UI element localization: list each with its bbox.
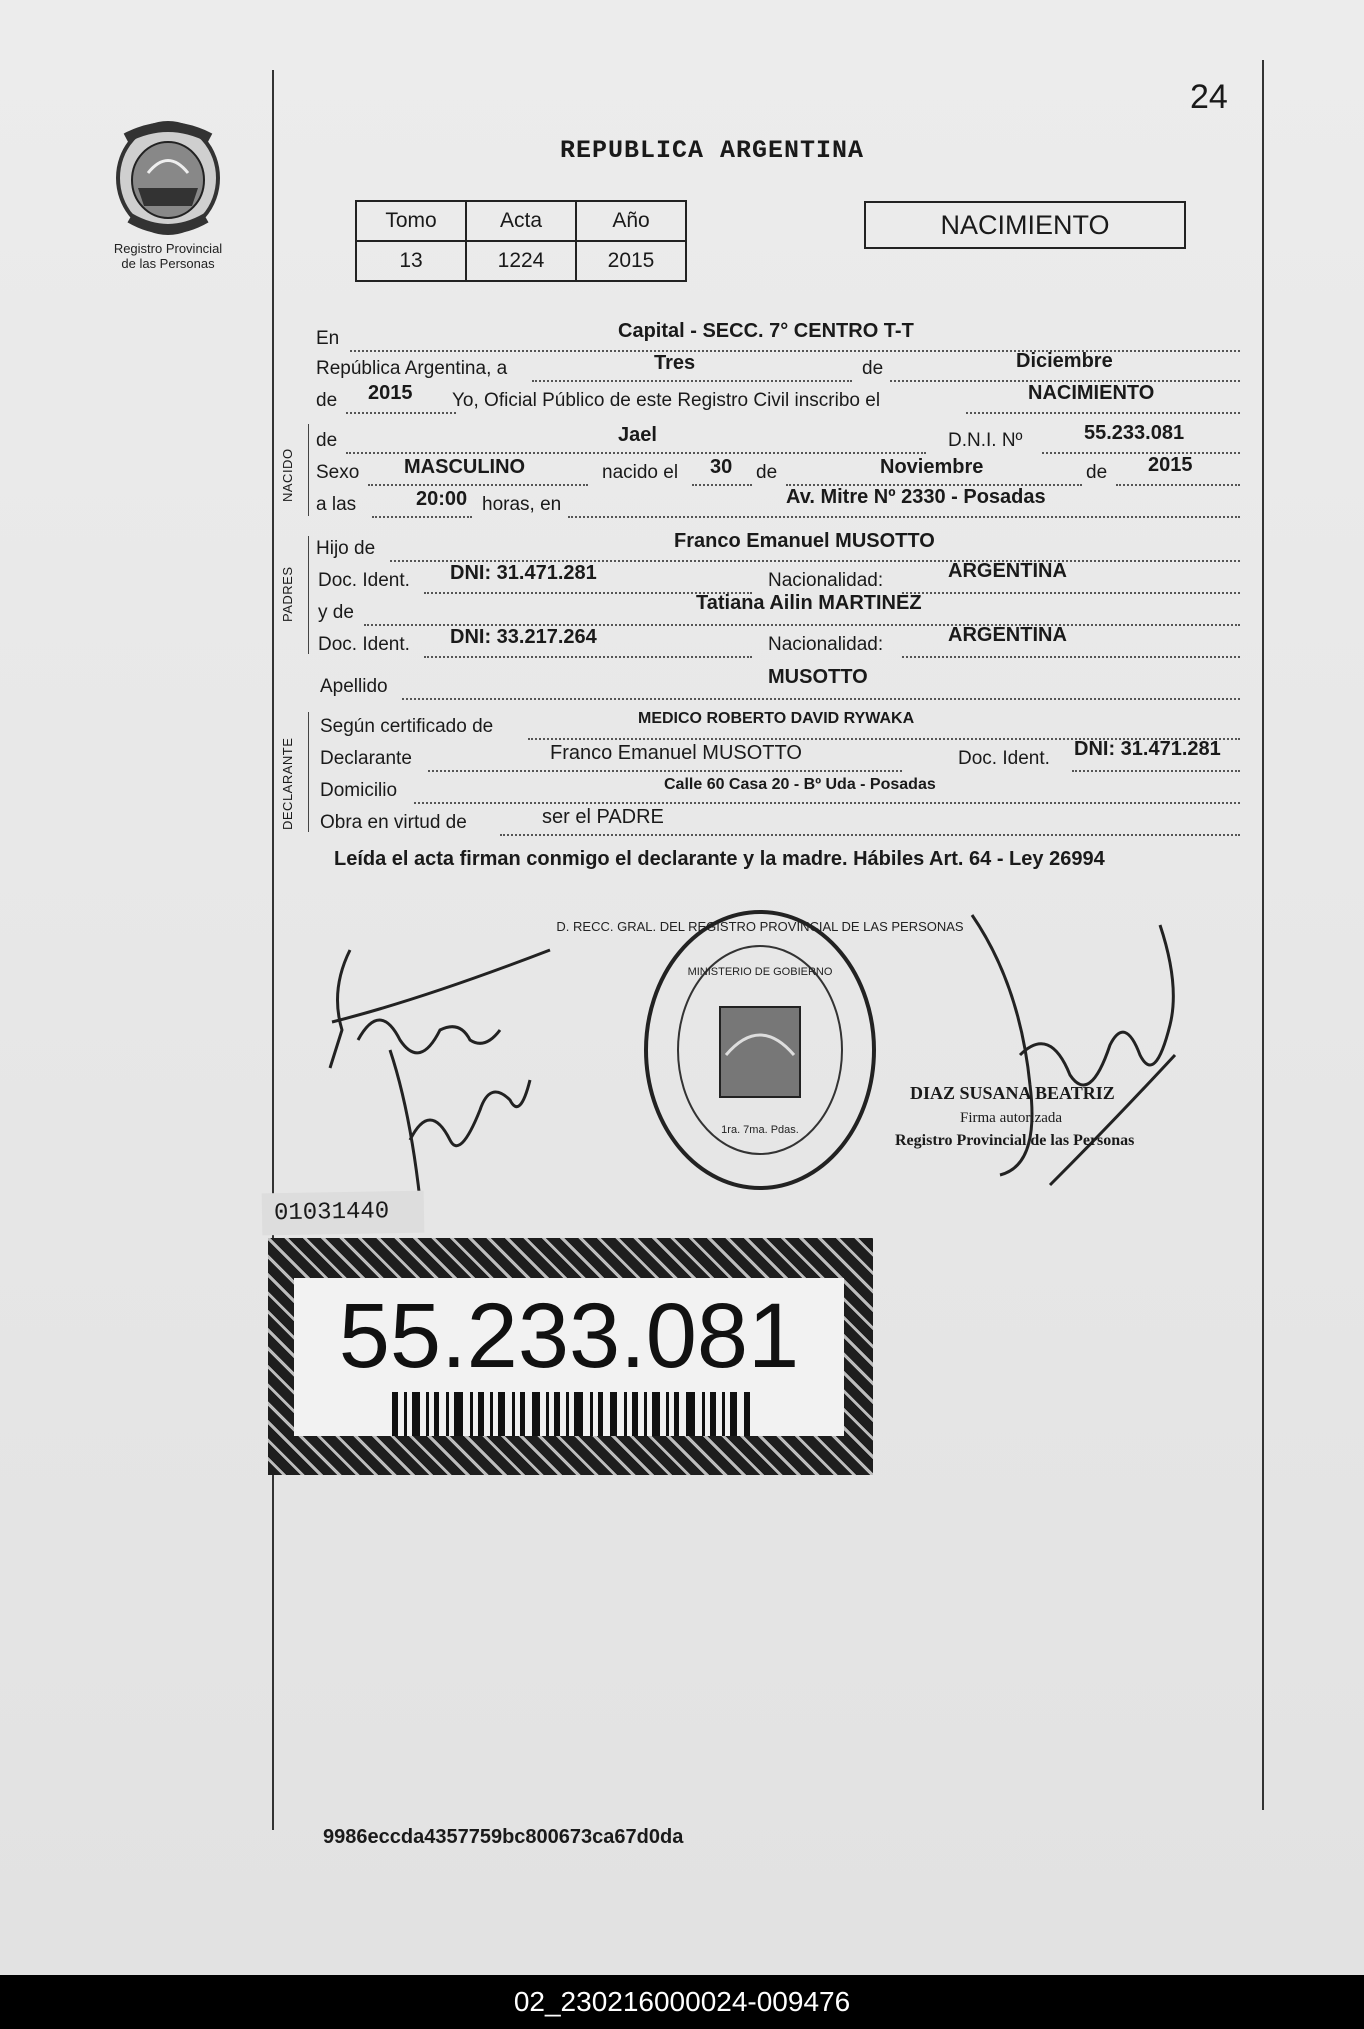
logo-caption-line1: Registro Provincial <box>113 241 223 256</box>
section-label-declarante: DECLARANTE <box>280 737 295 830</box>
label-de-1: de <box>862 358 884 379</box>
registry-logo <box>98 118 238 271</box>
document-hash: 9986eccda4357759bc800673ca67d0da <box>323 1826 684 1848</box>
label-nacionalidad-madre: Nacionalidad: <box>768 634 884 655</box>
label-domicilio: Domicilio <box>320 780 398 801</box>
label-dni: D.N.I. Nº <box>948 430 1023 451</box>
value-lugar: Capital - SECC. 7° CENTRO T-T <box>618 320 914 342</box>
label-republica: República Argentina, a <box>316 358 508 379</box>
section-label-padres: PADRES <box>280 566 295 622</box>
declarante-divider <box>308 712 309 832</box>
label-nacido-el: nacido el <box>602 462 679 483</box>
closing-note: Leída el acta firman conmigo el declarante y la madre. Hábiles Art. 64 - Ley 26994 <box>334 848 1105 870</box>
nacido-divider <box>308 424 309 516</box>
dni-sticker <box>268 1238 873 1475</box>
label-segun-certificado: Según certificado de <box>320 716 494 737</box>
page-number: 24 <box>1190 78 1228 116</box>
value-padre-dni: DNI: 31.471.281 <box>450 562 597 584</box>
official-name: DIAZ SUSANA BEATRIZ <box>910 1083 1115 1103</box>
value-sexo: MASCULINO <box>404 456 526 478</box>
barcode-icon <box>392 1392 752 1436</box>
value-dia: Tres <box>654 352 696 374</box>
logo-caption-line2: de las Personas <box>121 256 215 271</box>
value-hora: 20:00 <box>416 488 468 510</box>
document-type-box: NACIMIENTO <box>864 201 1186 249</box>
value-nac-dia: 30 <box>710 456 733 478</box>
value-apellido: MUSOTTO <box>768 666 868 688</box>
label-en: En <box>316 328 340 349</box>
label-a-las: a las <box>316 494 357 515</box>
right-margin-line <box>1262 60 1264 1810</box>
value-nac-anio: 2015 <box>1148 454 1193 476</box>
section-label-nacido: NACIDO <box>280 448 295 502</box>
sticker-number: 55.233.081 <box>338 1285 800 1387</box>
value-mes: Diciembre <box>1016 350 1113 372</box>
madre-signature-icon <box>370 1020 550 1210</box>
value-madre-nac: ARGENTINA <box>948 624 1067 646</box>
label-horas-en: horas, en <box>482 494 562 515</box>
value-nac-mes: Noviembre <box>880 456 984 478</box>
left-margin-line <box>272 70 274 1830</box>
header-tomo: Tomo <box>356 201 466 241</box>
value-dni: 55.233.081 <box>1084 422 1185 444</box>
label-doc-ident-madre: Doc. Ident. <box>318 634 410 655</box>
label-declarante: Declarante <box>320 748 412 769</box>
value-declarante: Franco Emanuel MUSOTTO <box>550 742 802 764</box>
label-yo-oficial: Yo, Oficial Público de este Registro Civil inscribo el <box>452 390 881 411</box>
value-declarante-dni: DNI: 31.471.281 <box>1074 738 1221 760</box>
file-id-footer: 02_230216000024-009476 <box>0 1975 1364 2029</box>
value-anio: 2015 <box>576 241 686 281</box>
label-apellido: Apellido <box>320 676 388 697</box>
value-madre-dni: DNI: 33.217.264 <box>450 626 597 648</box>
value-obra: ser el PADRE <box>542 806 664 828</box>
value-padre-nac: ARGENTINA <box>948 560 1067 582</box>
seal-outer-text: D. RECC. GRAL. DEL REGISTRO PROVINCIAL DE LAS PERSONAS <box>556 919 964 934</box>
header-anio: Año <box>576 201 686 241</box>
label-hijo-de: Hijo de <box>316 538 376 559</box>
value-anio: 2015 <box>368 382 413 404</box>
label-doc-ident-declarante: Doc. Ident. <box>958 748 1050 769</box>
misiones-seal-icon <box>108 118 228 236</box>
label-de-4: de <box>756 462 778 483</box>
value-certificado: MEDICO ROBERTO DAVID RYWAKA <box>638 710 915 727</box>
value-lugar-nac: Av. Mitre Nº 2330 - Posadas <box>786 486 1046 508</box>
label-obra-en-virtud: Obra en virtud de <box>320 812 467 833</box>
label-nacionalidad-padre: Nacionalidad: <box>768 570 884 591</box>
label-y-de: y de <box>318 602 354 623</box>
document-title: REPUBLICA ARGENTINA <box>560 136 865 165</box>
padres-divider <box>308 536 309 654</box>
label-doc-ident-padre: Doc. Ident. <box>318 570 410 591</box>
registry-seal-icon <box>556 905 964 1195</box>
label-de-5: de <box>1086 462 1108 483</box>
seal-inner-text: MINISTERIO DE GOBIERNO <box>687 966 833 978</box>
label-de-2: de <box>316 390 338 411</box>
form-area <box>280 318 1240 838</box>
value-madre: Tatiana Ailin MARTINEZ <box>696 592 922 614</box>
serial-tag: 01031440 <box>262 1191 425 1236</box>
registry-table <box>355 200 687 282</box>
value-tomo: 13 <box>356 241 466 281</box>
official-role: Firma autorizada <box>960 1110 1063 1126</box>
value-acto: NACIMIENTO <box>1028 382 1155 404</box>
official-office: Registro Provincial de las Personas <box>895 1132 1135 1149</box>
label-de-3: de <box>316 430 338 451</box>
label-sexo: Sexo <box>316 462 360 483</box>
value-domicilio: Calle 60 Casa 20 - Bº Uda - Posadas <box>664 776 936 793</box>
seal-bottom-text: 1ra. 7ma. Pdas. <box>721 1124 799 1136</box>
header-acta: Acta <box>466 201 576 241</box>
value-nombre: Jael <box>618 424 657 446</box>
sticker-panel <box>294 1278 844 1436</box>
value-padre: Franco Emanuel MUSOTTO <box>674 530 935 552</box>
value-acta: 1224 <box>466 241 576 281</box>
